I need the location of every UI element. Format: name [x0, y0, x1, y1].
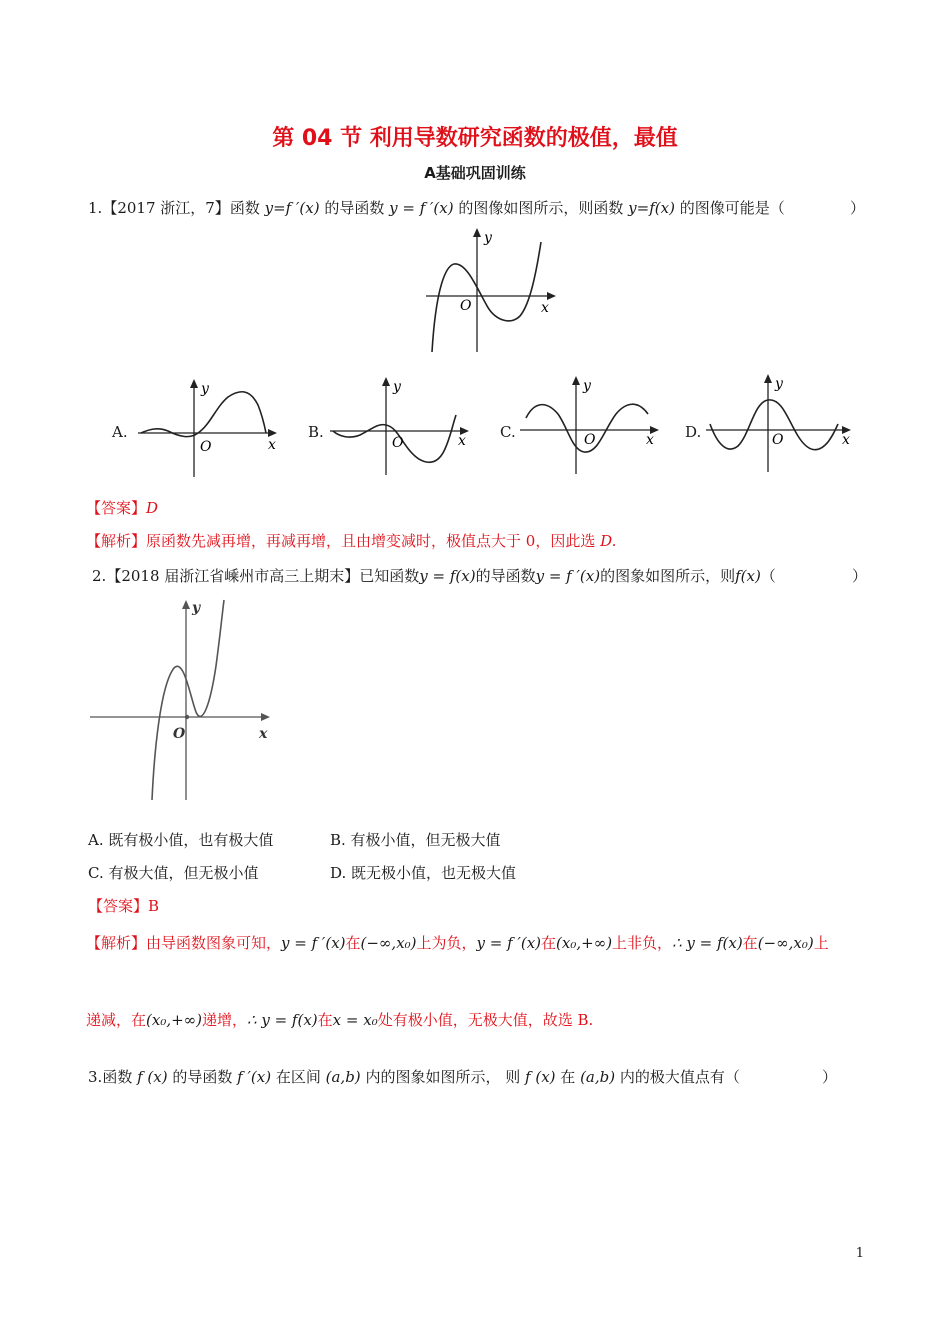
- analysis-tag: 【解析】: [86, 532, 147, 550]
- axis-y-label: y: [201, 381, 209, 397]
- text: （: [760, 567, 776, 585]
- formula: y=f(x): [628, 199, 675, 217]
- option-b-label: B.: [308, 423, 324, 441]
- text: 由导函数图象可知，: [146, 934, 282, 952]
- option-c-label: C.: [500, 423, 516, 441]
- answer-value: B: [148, 897, 160, 915]
- text: 内的图象如图所示， 则: [365, 1068, 521, 1086]
- formula: (x₀,+∞): [146, 1011, 203, 1029]
- text: 上非负，: [612, 934, 673, 952]
- question-1-close-paren: ）: [850, 199, 866, 217]
- formula: y = f ′(x): [535, 567, 601, 585]
- text: 上: [813, 934, 829, 952]
- text: 已知函数: [359, 567, 420, 585]
- formula: ∴ y = f(x): [672, 934, 743, 952]
- question-number: 3.: [88, 1068, 103, 1086]
- q1-option-b-graph: [330, 375, 475, 475]
- option-d-label: D.: [685, 423, 702, 441]
- answer-value: D: [146, 499, 159, 517]
- text: 在: [345, 934, 361, 952]
- formula: (−∞,x₀): [757, 934, 814, 952]
- formula: (x₀,+∞): [556, 934, 613, 952]
- text: 的图像如图所示，则函数: [458, 199, 624, 217]
- question-1-stem: [88, 197, 785, 218]
- formula: f(x): [735, 567, 761, 585]
- q2-analysis-line-1: [86, 932, 829, 953]
- formula: (a,b): [580, 1068, 616, 1086]
- formula: f (x): [525, 1068, 556, 1086]
- formula: y=f ′(x): [264, 199, 320, 217]
- axis-y-label: y: [393, 379, 401, 395]
- origin-label: O: [392, 435, 404, 451]
- axis-x-label: x: [268, 437, 276, 453]
- text: 递减，在: [86, 1011, 147, 1029]
- q1-analysis: [86, 530, 616, 551]
- question-number: 1.: [88, 199, 103, 217]
- axis-x-label: x: [458, 433, 466, 449]
- section-subtitle: A基础巩固训练: [424, 164, 526, 182]
- question-3-close-paren: ）: [822, 1068, 838, 1086]
- text: 的图像可能是（: [679, 199, 785, 217]
- origin-label: O: [772, 432, 784, 448]
- analysis-text: 原函数先减再增，再减再增，且由增变减时，极值点大于 0，因此选: [146, 532, 596, 550]
- question-2-close-paren: ）: [852, 567, 868, 585]
- answer-tag: 【答案】: [86, 499, 147, 517]
- q2-option-c: C. 有极大值，但无极小值: [88, 864, 259, 882]
- q1-option-a-graph: [138, 377, 283, 477]
- formula: y = f(x): [419, 567, 476, 585]
- text: 上为负，: [416, 934, 477, 952]
- text: 的导函数: [324, 199, 385, 217]
- axis-x-label: x: [541, 300, 549, 316]
- answer-tag: 【答案】: [88, 897, 149, 915]
- q2-option-d: D. 既无极小值，也无极大值: [330, 864, 517, 882]
- text: 函数: [102, 1068, 133, 1086]
- text: 递增，: [202, 1011, 248, 1029]
- question-3-stem: [88, 1066, 740, 1087]
- question-source: 【2018 届浙江省嵊州市高三上期末】: [106, 567, 360, 585]
- origin-label: O: [584, 432, 596, 448]
- question-source: 【2017 浙江，7】: [102, 199, 230, 217]
- text: 在: [742, 934, 758, 952]
- text: 内的极大值点有（: [619, 1068, 740, 1086]
- text: 的图象如图所示，则: [600, 567, 736, 585]
- text: 的导函数: [475, 567, 536, 585]
- formula: y = f ′(x): [389, 199, 454, 217]
- formula: (a,b): [325, 1068, 361, 1086]
- text: 处有极小值，无极大值，故选 B.: [377, 1011, 594, 1029]
- page-title: 第 04 节 利用导数研究函数的极值，最值: [272, 126, 678, 151]
- question-number: 2.: [92, 567, 107, 585]
- formula: x = x₀: [332, 1011, 378, 1029]
- analysis-choice: D.: [600, 532, 617, 550]
- analysis-tag: 【解析】: [86, 934, 147, 952]
- formula: (−∞,x₀): [360, 934, 417, 952]
- text: 在: [317, 1011, 333, 1029]
- axis-y-label: y: [583, 378, 591, 394]
- formula: y = f ′(x): [281, 934, 346, 952]
- text: 在区间: [275, 1068, 321, 1086]
- q2-option-a: A. 既有极小值，也有极大值: [88, 831, 274, 849]
- q1-option-c-graph: [520, 374, 665, 474]
- origin-label: O: [460, 298, 472, 314]
- text: 在: [541, 934, 557, 952]
- formula: y = f ′(x): [476, 934, 542, 952]
- origin-label: O: [200, 439, 212, 455]
- text: 函数: [229, 199, 260, 217]
- axis-y-label: y: [192, 600, 201, 616]
- q2-option-b: B. 有极小值，但无极大值: [330, 831, 501, 849]
- question-2-stem: [92, 565, 776, 586]
- axis-y-label: y: [775, 376, 783, 392]
- axis-x-label: x: [646, 432, 654, 448]
- q2-derivative-graph: [86, 596, 276, 802]
- axis-x-label: x: [842, 432, 850, 448]
- axis-x-label: x: [259, 726, 268, 742]
- text: 在: [560, 1068, 576, 1086]
- q1-derivative-graph: [420, 226, 560, 354]
- axis-y-label: y: [484, 230, 492, 246]
- formula: f ′(x): [237, 1068, 272, 1086]
- q1-answer: [86, 497, 158, 518]
- origin-label: O: [173, 726, 186, 742]
- formula: f (x): [137, 1068, 168, 1086]
- q2-analysis-line-2: [86, 1009, 593, 1030]
- page-number: 1: [855, 1246, 864, 1261]
- option-a-label: A.: [112, 423, 128, 441]
- q2-answer: [88, 895, 159, 916]
- q1-option-d-graph: [706, 372, 856, 472]
- formula: ∴ y = f(x): [247, 1011, 318, 1029]
- text: 的导函数: [172, 1068, 233, 1086]
